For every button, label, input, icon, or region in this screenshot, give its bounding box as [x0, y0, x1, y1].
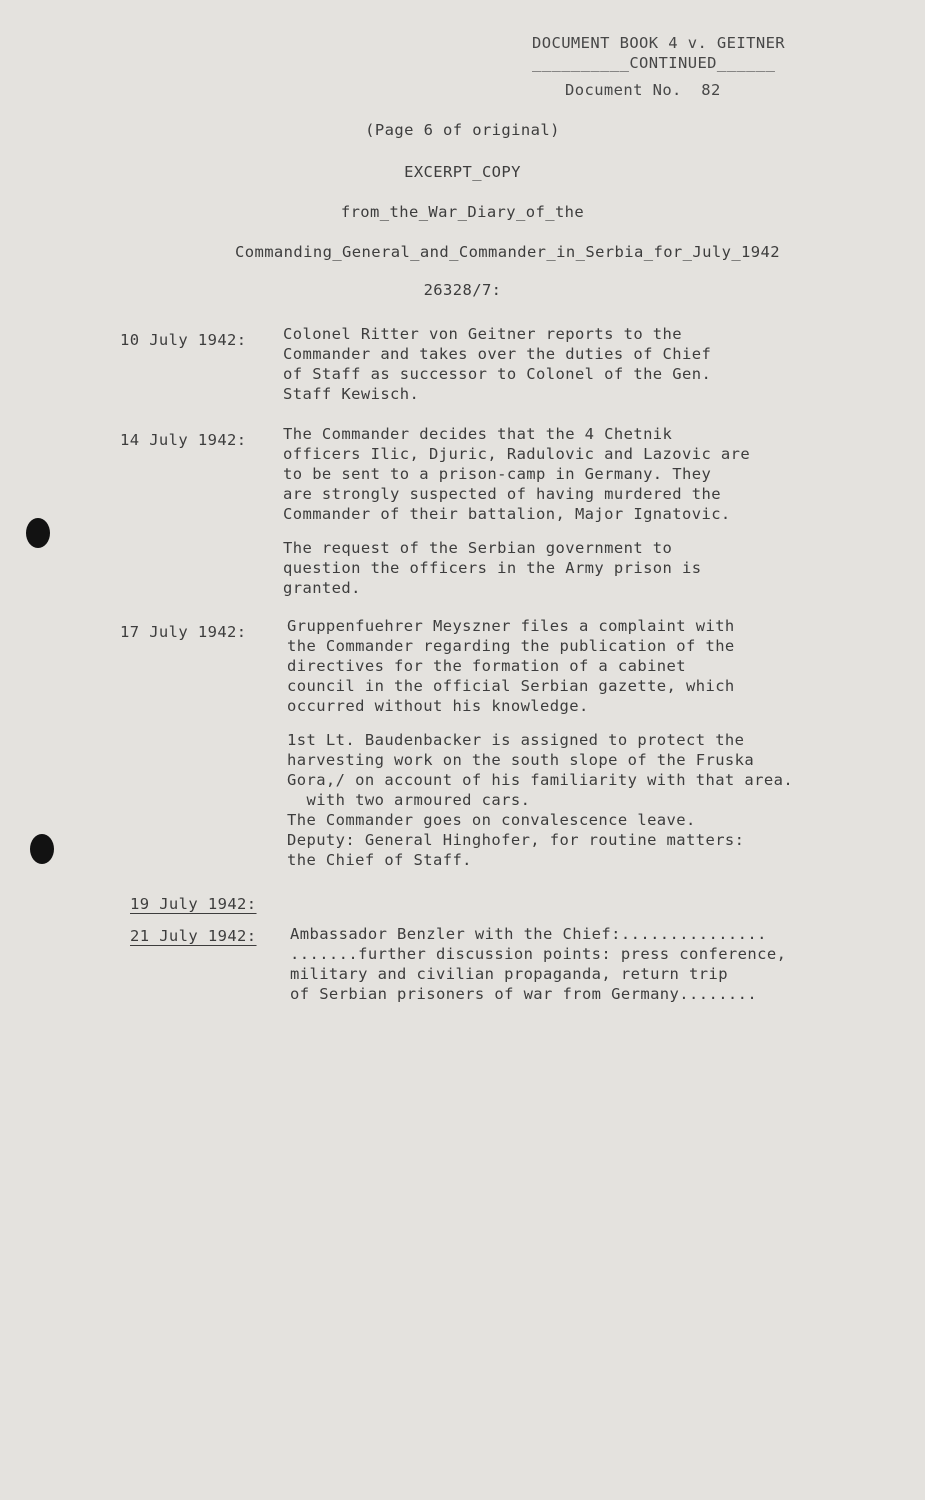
entry-paragraph: Ambassador Benzler with the Chief:............... .......further discussion points: press conference, military and civilian propaganda, return trip of Serbian prisoners of war from Germany........	[290, 925, 787, 1003]
binder-hole	[30, 834, 54, 864]
document-number: Document No. 82	[565, 81, 721, 99]
entry-paragraph: The Commander decides that the 4 Chetnik officers Ilic, Djuric, Radulovic and Lazovic are to be sent to a prison-camp in Germany. They are strongly suspected of having murdered the Commander of their battalion, Major Ignatovic.	[283, 425, 751, 523]
file-reference: 26328/7:	[423, 281, 502, 299]
entry-date: 14 July 1942:	[120, 431, 247, 449]
entry-date: 10 July 1942:	[120, 331, 247, 349]
document-book-heading: DOCUMENT BOOK 4 v. GEITNER	[532, 34, 786, 52]
excerpt-copy-title: EXCERPT_COPY	[404, 163, 521, 181]
entry-date: 21 July 1942:	[130, 927, 257, 945]
commanding-general-title: Commanding_General_and_Commander_in_Serbia_for_July_1942	[235, 243, 780, 261]
entry-date: 17 July 1942:	[120, 623, 247, 641]
binder-hole	[26, 518, 50, 548]
entry-paragraph: Gruppenfuehrer Meyszner files a complaint with the Commander regarding the publication of the directives for the formation of a cabinet council in the official Serbian gazette, which occurred without his knowledge.	[287, 617, 735, 715]
entry-date: 19 July 1942:	[130, 895, 257, 913]
war-diary-title: from_the_War_Diary_of_the	[340, 203, 585, 221]
entry-paragraph: 1st Lt. Baudenbacker is assigned to protect the harvesting work on the south slope of the Fruska Gora,/ on account of his familiarity with that area. with two armoured cars.	[287, 731, 794, 809]
continued-line: __________CONTINUED______	[532, 54, 776, 72]
page-reference: (Page 6 of original)	[365, 121, 560, 139]
entry-paragraph: Colonel Ritter von Geitner reports to the Commander and takes over the duties of Chief of Staff as successor to Colonel of the Gen. Staff Kewisch.	[283, 325, 712, 403]
entry-paragraph: The Commander goes on convalescence leave. Deputy: General Hinghofer, for routine matters: the Chief of Staff.	[287, 811, 745, 869]
entry-paragraph: The request of the Serbian government to question the officers in the Army prison is granted.	[283, 539, 702, 597]
